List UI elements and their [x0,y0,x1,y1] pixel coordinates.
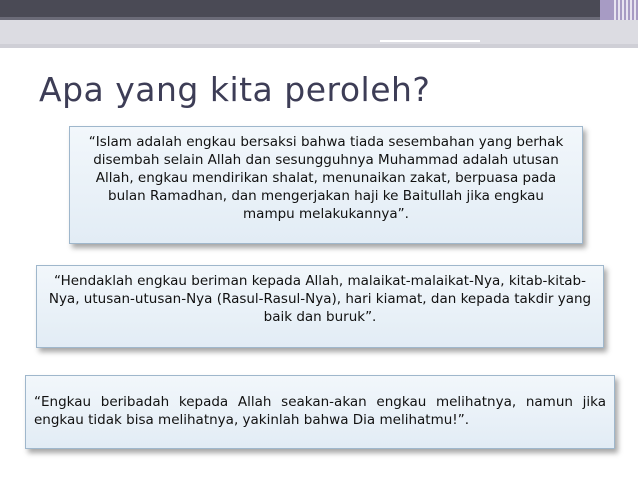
quote-text-iman: “Hendaklah engkau beriman kepada Allah, malaikat-malaikat-Nya, kitab-kitab-Nya, utusan-utusan-Nya (Rasul-Rasul-Nya), hari kiamat, dan kepada takdir yang baik dan buruk”. [48,273,592,325]
header-light-shade [0,44,638,48]
quote-box-ihsan [25,375,615,449]
quote-box-iman [36,265,604,348]
header-accent-stripes [614,0,638,20]
slide-title: Apa yang kita peroleh? [39,70,431,109]
header-dark-bar [0,0,638,17]
quote-text-ihsan: “Engkau beribadah kepada Allah seakan-akan engkau melihatnya, namun jika engkau tidak bisa melihatnya, yakinlah bahwa Dia melihatmu!”. [34,394,606,428]
quote-box-islam [69,126,583,244]
quote-text-islam: “Islam adalah engkau bersaksi bahwa tiada sesembahan yang berhak disembah selain Allah dan sesungguhnya Muhammad adalah utusan Allah, engkau mendirikan shalat, menunaikan zakat, berpuasa pada bulan Ramadhan, dan mengerjakan haji ke Baitullah jika engkau mampu melakukannya”. [88,134,564,222]
header-accent-line [380,40,480,42]
